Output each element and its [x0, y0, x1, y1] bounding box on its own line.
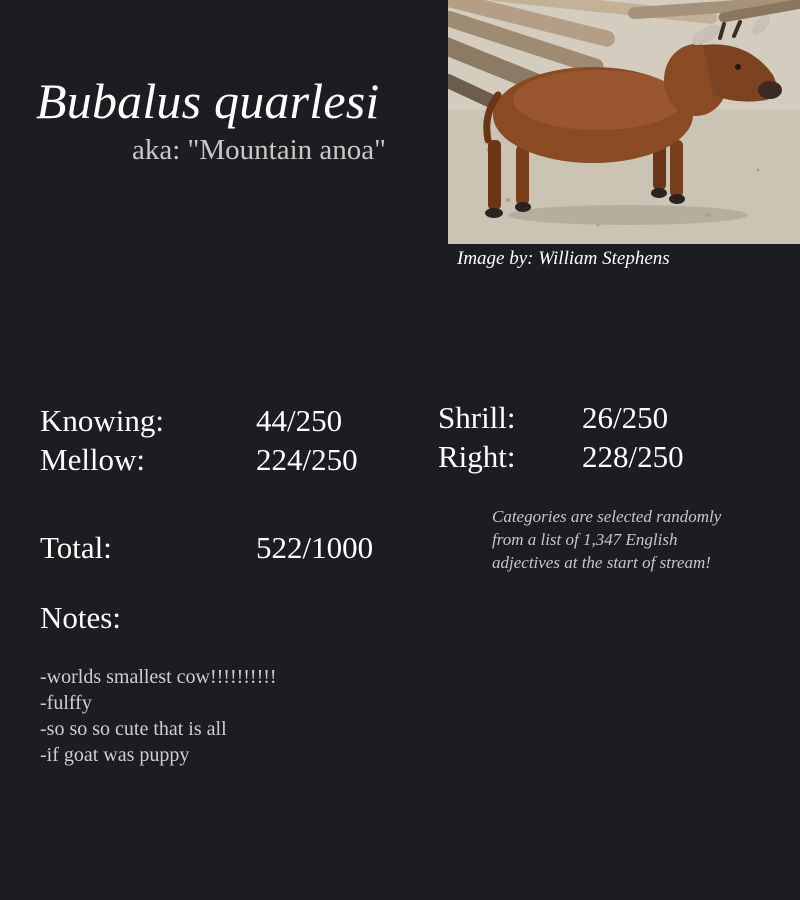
note-item: -if goat was puppy [40, 744, 190, 766]
image-credit: Image by: William Stephens [457, 248, 670, 269]
stat-value-shrill: 26/250 [582, 400, 669, 435]
stat-value-mellow: 224/250 [256, 442, 358, 477]
note-item: -worlds smallest cow!!!!!!!!!! [40, 666, 277, 688]
note-item: -fulffy [40, 692, 92, 714]
stat-label-shrill: Shrill: [438, 400, 516, 435]
notes-list [40, 664, 277, 768]
stat-value-right: 228/250 [582, 439, 684, 474]
common-name: aka: "Mountain anoa" [132, 134, 386, 166]
stat-label-knowing: Knowing: [40, 403, 164, 438]
stat-label-right: Right: [438, 439, 516, 474]
stat-value-knowing: 44/250 [256, 403, 343, 438]
stat-label-mellow: Mellow: [40, 442, 146, 477]
notes-heading: Notes: [40, 600, 121, 635]
categories-note: Categories are selected randomly from a list of 1,347 English adjectives at the start of stream! [492, 507, 722, 572]
stat-value-total: 522/1000 [256, 530, 374, 565]
animal-photo [448, 0, 800, 244]
scientific-name: Bubalus quarlesi [36, 73, 380, 129]
stat-label-total: Total: [40, 530, 112, 565]
note-item: -so so so cute that is all [40, 718, 227, 740]
